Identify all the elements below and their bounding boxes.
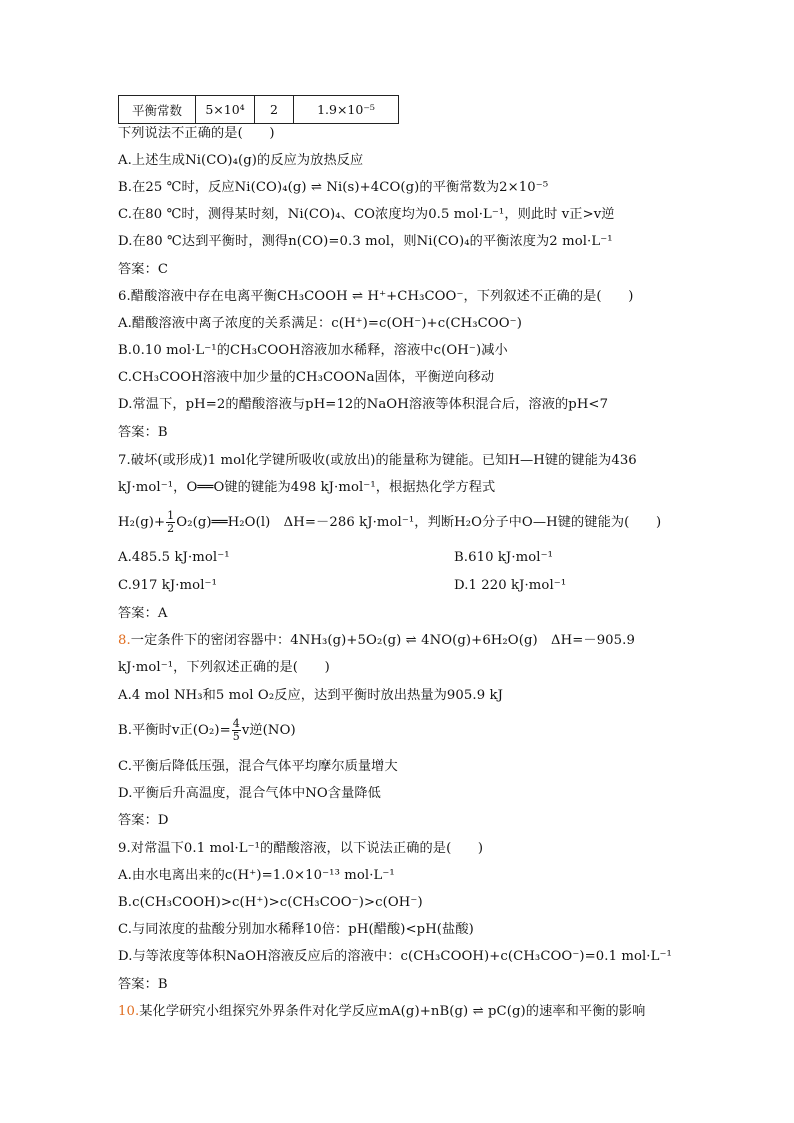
q9-option-b: B.c(CH₃COOH)>c(H⁺)>c(CH₃COO⁻)>c(OH⁻): [118, 895, 423, 910]
q9-stem: 9.对常温下0.1 mol·L⁻¹的醋酸溶液，以下说法正确的是( ): [118, 841, 484, 856]
q8-option-b-right: v逆(NO): [241, 723, 296, 738]
table-row-label: 平衡常数: [119, 96, 196, 124]
q8-stem-line2: kJ·mol⁻¹，下列叙述正确的是( ): [118, 660, 330, 675]
fraction-numerator: 1: [167, 509, 175, 522]
q9-option-a: A.由水电离出来的c(H⁺)=1.0×10⁻¹³ mol·L⁻¹: [118, 868, 395, 883]
q10-number: 10.: [118, 1004, 140, 1019]
q10-stem: [118, 1003, 678, 1021]
q7-stem-line1: 7.破坏(或形成)1 mol化学键所吸收(或放出)的能量称为键能。已知H—H键的键能为436: [118, 453, 637, 468]
table-cell: 5×10⁴: [196, 96, 255, 124]
q6-option-a: A.醋酸溶液中离子浓度的关系满足：c(H⁺)=c(OH⁻)+c(CH₃COO⁻): [118, 316, 522, 331]
q8-option-d: D.平衡后升高温度，混合气体中NO含量降低: [118, 786, 381, 801]
q5-option-b: B.在25 ℃时，反应Ni(CO)₄(g) ⇌ Ni(s)+4CO(g)的平衡常数为2×10⁻⁵: [118, 180, 549, 195]
q5-option-d: D.在80 ℃达到平衡时，测得n(CO)=0.3 mol，则Ni(CO)₄的平衡浓度为2 mol·L⁻¹: [118, 234, 613, 249]
q7-options-row1: [118, 549, 678, 567]
q7-stem-line2: kJ·mol⁻¹，O══O键的键能为498 kJ·mol⁻¹，根据热化学方程式: [118, 480, 496, 495]
q7-equation: [118, 508, 678, 538]
q6-option-b: B.0.10 mol·L⁻¹的CH₃COOH溶液加水稀释，溶液中c(OH⁻)减小: [118, 343, 508, 358]
q7-option-b: B.610 kJ·mol⁻¹: [454, 550, 554, 565]
q5-option-a: A.上述生成Ni(CO)₄(g)的反应为放热反应: [118, 153, 364, 168]
q6-stem: 6.醋酸溶液中存在电离平衡CH₃COOH ⇌ H⁺+CH₃COO⁻，下列叙述不正确的是( ): [118, 289, 634, 304]
fraction-numerator: 4: [232, 717, 240, 730]
q7-option-a: A.485.5 kJ·mol⁻¹: [118, 550, 230, 565]
fraction-denominator: 5: [232, 730, 240, 743]
q6-answer: 答案：B: [118, 425, 168, 440]
q6-option-c: C.CH₃COOH溶液中加少量的CH₃COONa固体，平衡逆向移动: [118, 370, 495, 385]
q8-stem-text: 一定条件下的密闭容器中：4NH₃(g)+5O₂(g) ⇌ 4NO(g)+6H₂O(g) ΔH=－905.9: [130, 633, 635, 648]
fraction-denominator: 2: [167, 522, 175, 535]
q8-option-c: C.平衡后降低压强，混合气体平均摩尔质量增大: [118, 759, 398, 774]
equilibrium-constant-table: [118, 95, 399, 124]
fraction: [166, 510, 175, 535]
table-row: [119, 96, 399, 124]
q9-option-c: C.与同浓度的盐酸分别加水稀释10倍：pH(醋酸)<pH(盐酸): [118, 922, 474, 937]
q8-option-a: A.4 mol NH₃和5 mol O₂反应，达到平衡时放出热量为905.9 kJ: [118, 688, 503, 703]
fraction: [232, 718, 241, 743]
q7-option-d: D.1 220 kJ·mol⁻¹: [454, 578, 567, 593]
table-cell: 1.9×10⁻⁵: [294, 96, 399, 124]
q6-option-d: D.常温下，pH=2的醋酸溶液与pH=12的NaOH溶液等体积混合后，溶液的pH<7: [118, 397, 609, 412]
q8-answer: 答案：D: [118, 813, 169, 828]
q7-equation-left: H₂(g)+: [118, 515, 166, 530]
q5-answer: 答案：C: [118, 262, 169, 277]
q8-stem-line1: [118, 632, 678, 650]
q7-option-c: C.917 kJ·mol⁻¹: [118, 578, 217, 593]
q9-option-d: D.与等浓度等体积NaOH溶液反应后的溶液中：c(CH₃COOH)+c(CH₃COO⁻)=0.1 mol·L⁻¹: [118, 949, 672, 964]
q10-stem-text: 某化学研究小组探究外界条件对化学反应mA(g)+nB(g) ⇌ pC(g)的速率和平衡的影响: [139, 1004, 646, 1019]
q7-options-row2: [118, 577, 678, 595]
table-cell: 2: [255, 96, 294, 124]
q7-answer: 答案：A: [118, 606, 168, 621]
q8-number: 8.: [118, 633, 131, 648]
q5-option-c: C.在80 ℃时，测得某时刻，Ni(CO)₄、CO浓度均为0.5 mol·L⁻¹，则此时 v正>v逆: [118, 207, 615, 222]
q8-option-b: [118, 716, 678, 746]
q7-equation-right: O₂(g)══H₂O(l) ΔH=－286 kJ·mol⁻¹，判断H₂O分子中O—H键的键能为( ): [176, 515, 662, 530]
q9-answer: 答案：B: [118, 977, 168, 992]
q8-option-b-left: B.平衡时v正(O₂)=: [118, 723, 231, 738]
q5-stem: 下列说法不正确的是( ): [118, 126, 275, 141]
